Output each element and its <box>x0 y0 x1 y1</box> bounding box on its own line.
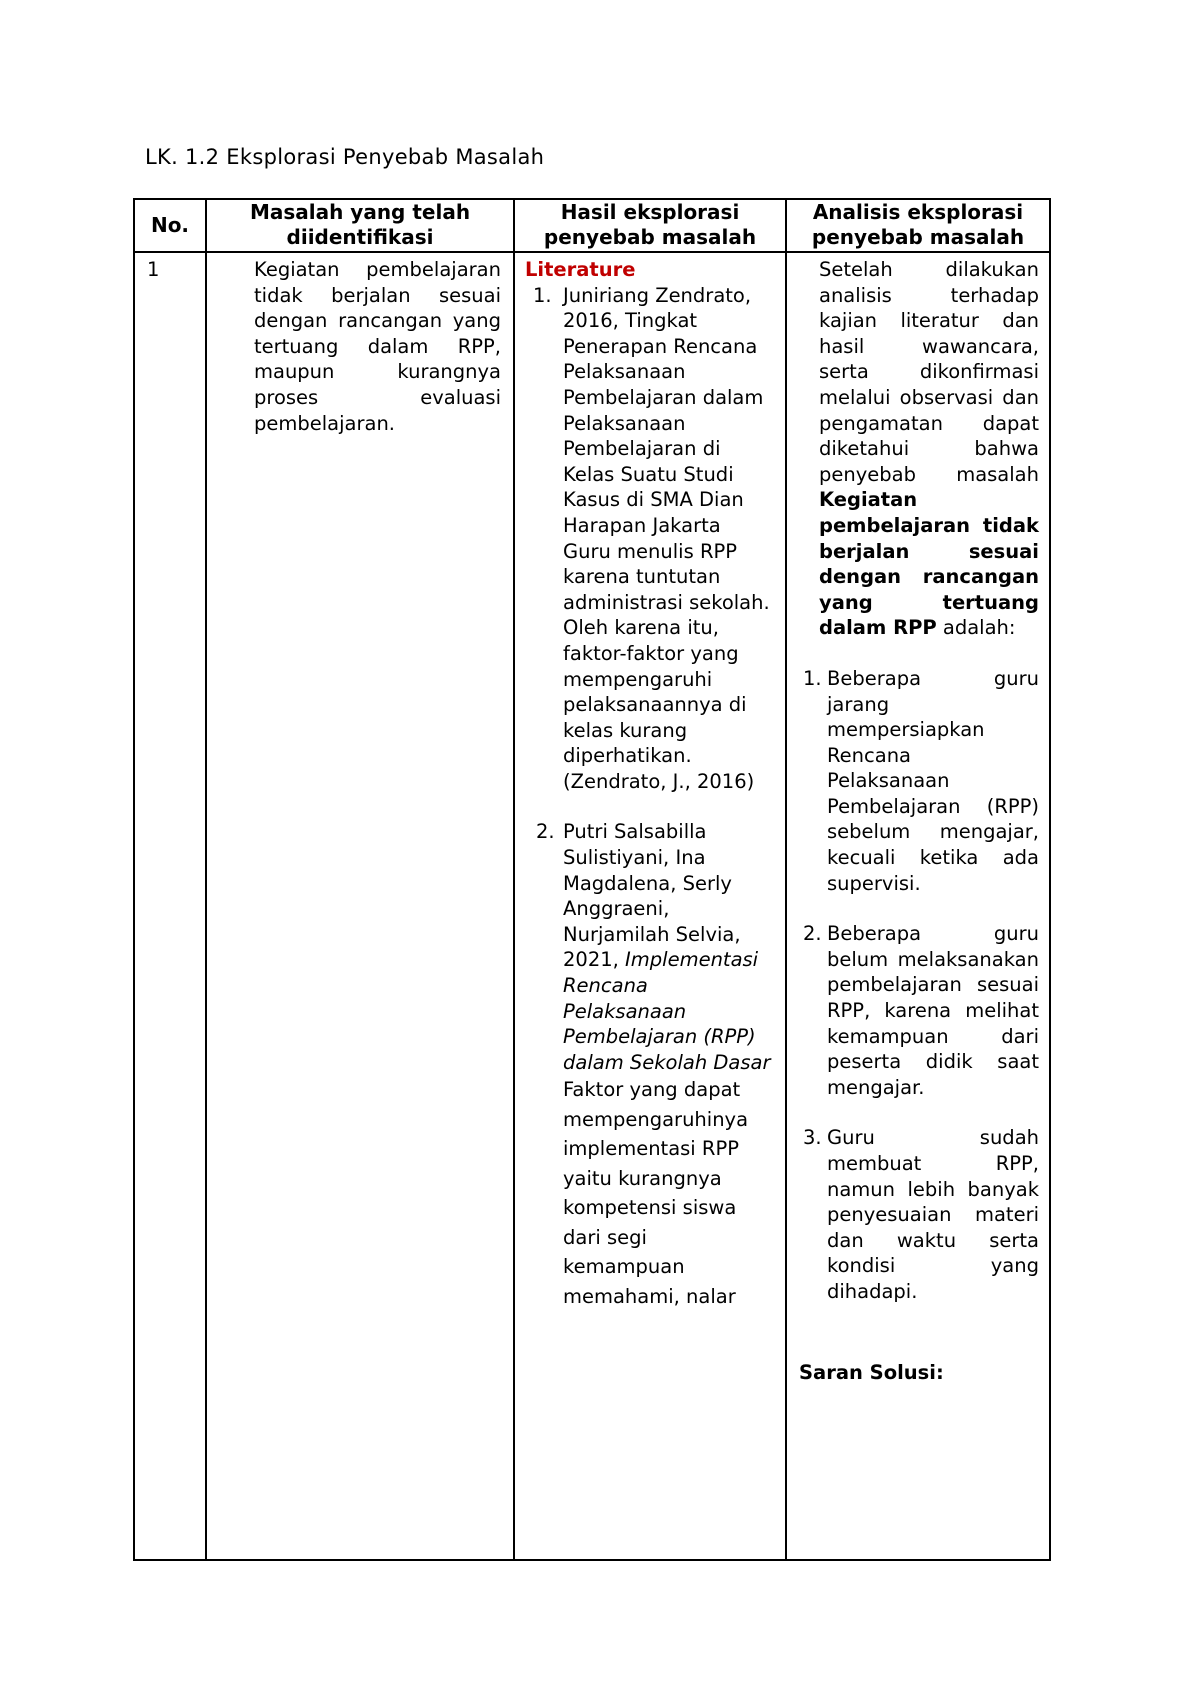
analisis-point-3 <box>803 1125 1039 1304</box>
analisis-point-1-text: Beberapa guru jarang mempersiapkan Rencana Pelaksanaan Pembelajaran (RPP) sebelum mengajar, kecuali ketika ada supervisi. <box>827 666 1039 895</box>
row-number: 1 <box>134 252 206 1560</box>
analisis-cell <box>786 252 1050 1560</box>
literature-item-2-text: Faktor yang dapat mempengaruhinya implementasi RPP yaitu kurangnya kompetensi siswa dari segi kemampuan memahami, nalar <box>563 1078 749 1308</box>
analisis-point-2-number: 2. <box>803 922 822 946</box>
literature-item-2 <box>525 819 773 1311</box>
analisis-point-2-text: Beberapa guru belum melaksanakan pembelajaran sesuai RPP, karena melihat kemampuan dari peserta didik saat mengajar. <box>827 922 1039 1099</box>
literature-item-1-text: Juniriang Zendrato, 2016, Tingkat Penerapan Rencana Pelaksanaan Pembelajaran dalam Pelaksanaan Pembelajaran di Kelas Suatu Studi Kasus di SMA Dian Harapan Jakarta Guru menulis RPP karena tuntutan administrasi sekolah. Oleh karena itu, faktor-faktor yang mempengaruhi pelaksanaannya di kelas kurang diperhatikan. (Zendrato, J., 2016) <box>563 283 770 793</box>
table-row <box>134 252 1050 1560</box>
analisis-intro <box>819 257 1039 641</box>
analisis-list <box>803 666 1039 1305</box>
literature-item-2-number: 2. <box>536 820 555 844</box>
saran-solusi-label: Saran Solusi: <box>799 1360 944 1384</box>
hasil-cell <box>514 252 786 1560</box>
header-analisis: Analisis eksplorasi penyebab masalah <box>786 199 1050 252</box>
table-header-row <box>134 199 1050 252</box>
literature-heading: Literature <box>525 258 636 281</box>
analisis-intro-highlight: Kegiatan pembelajaran tidak berjalan sesuai dengan rancangan yang tertuang dalam RPP <box>819 488 1039 640</box>
header-no: No. <box>134 199 206 252</box>
literature-item-1-number: 1. <box>533 283 552 307</box>
literature-item-2-authors: Putri Salsabilla Sulistiyani, Ina Magdalena, Serly Anggraeni, Nurjamilah Selvia, 2021, <box>563 820 741 972</box>
page-title: LK. 1.2 Eksplorasi Penyebab Masalah <box>145 145 545 169</box>
literature-item-1 <box>525 283 773 795</box>
analisis-point-1-number: 1. <box>803 666 822 690</box>
header-hasil: Hasil eksplorasi penyebab masalah <box>514 199 786 252</box>
masalah-cell: Kegiatan pembelajaran tidak berjalan sesuai dengan rancangan yang tertuang dalam RPP, maupun kurangnya proses evaluasi pembelajaran. <box>206 252 514 1560</box>
analisis-point-1 <box>803 666 1039 896</box>
analisis-intro-text: Setelah dilakukan analisis terhadap kajian literatur dan hasil wawancara, serta dikonfirmasi melalui observasi dan pengamatan dapat diketahui bahwa penyebab masalah <box>819 258 1039 486</box>
analisis-point-3-number: 3. <box>803 1126 822 1150</box>
literature-item-2-title: Implementasi Rencana Pelaksanaan Pembelajaran (RPP) dalam Sekolah Dasar <box>563 948 771 1074</box>
exploration-table <box>133 198 1051 1561</box>
analisis-point-2 <box>803 921 1039 1100</box>
analisis-intro-end: adalah: <box>942 616 1016 640</box>
header-masalah: Masalah yang telah diidentifikasi <box>206 199 514 252</box>
literature-list-2 <box>525 819 773 1311</box>
literature-list <box>525 283 773 795</box>
analisis-point-3-text: Guru sudah membuat RPP, namun lebih banyak penyesuaian materi dan waktu serta kondisi yang dihadapi. <box>827 1126 1039 1303</box>
